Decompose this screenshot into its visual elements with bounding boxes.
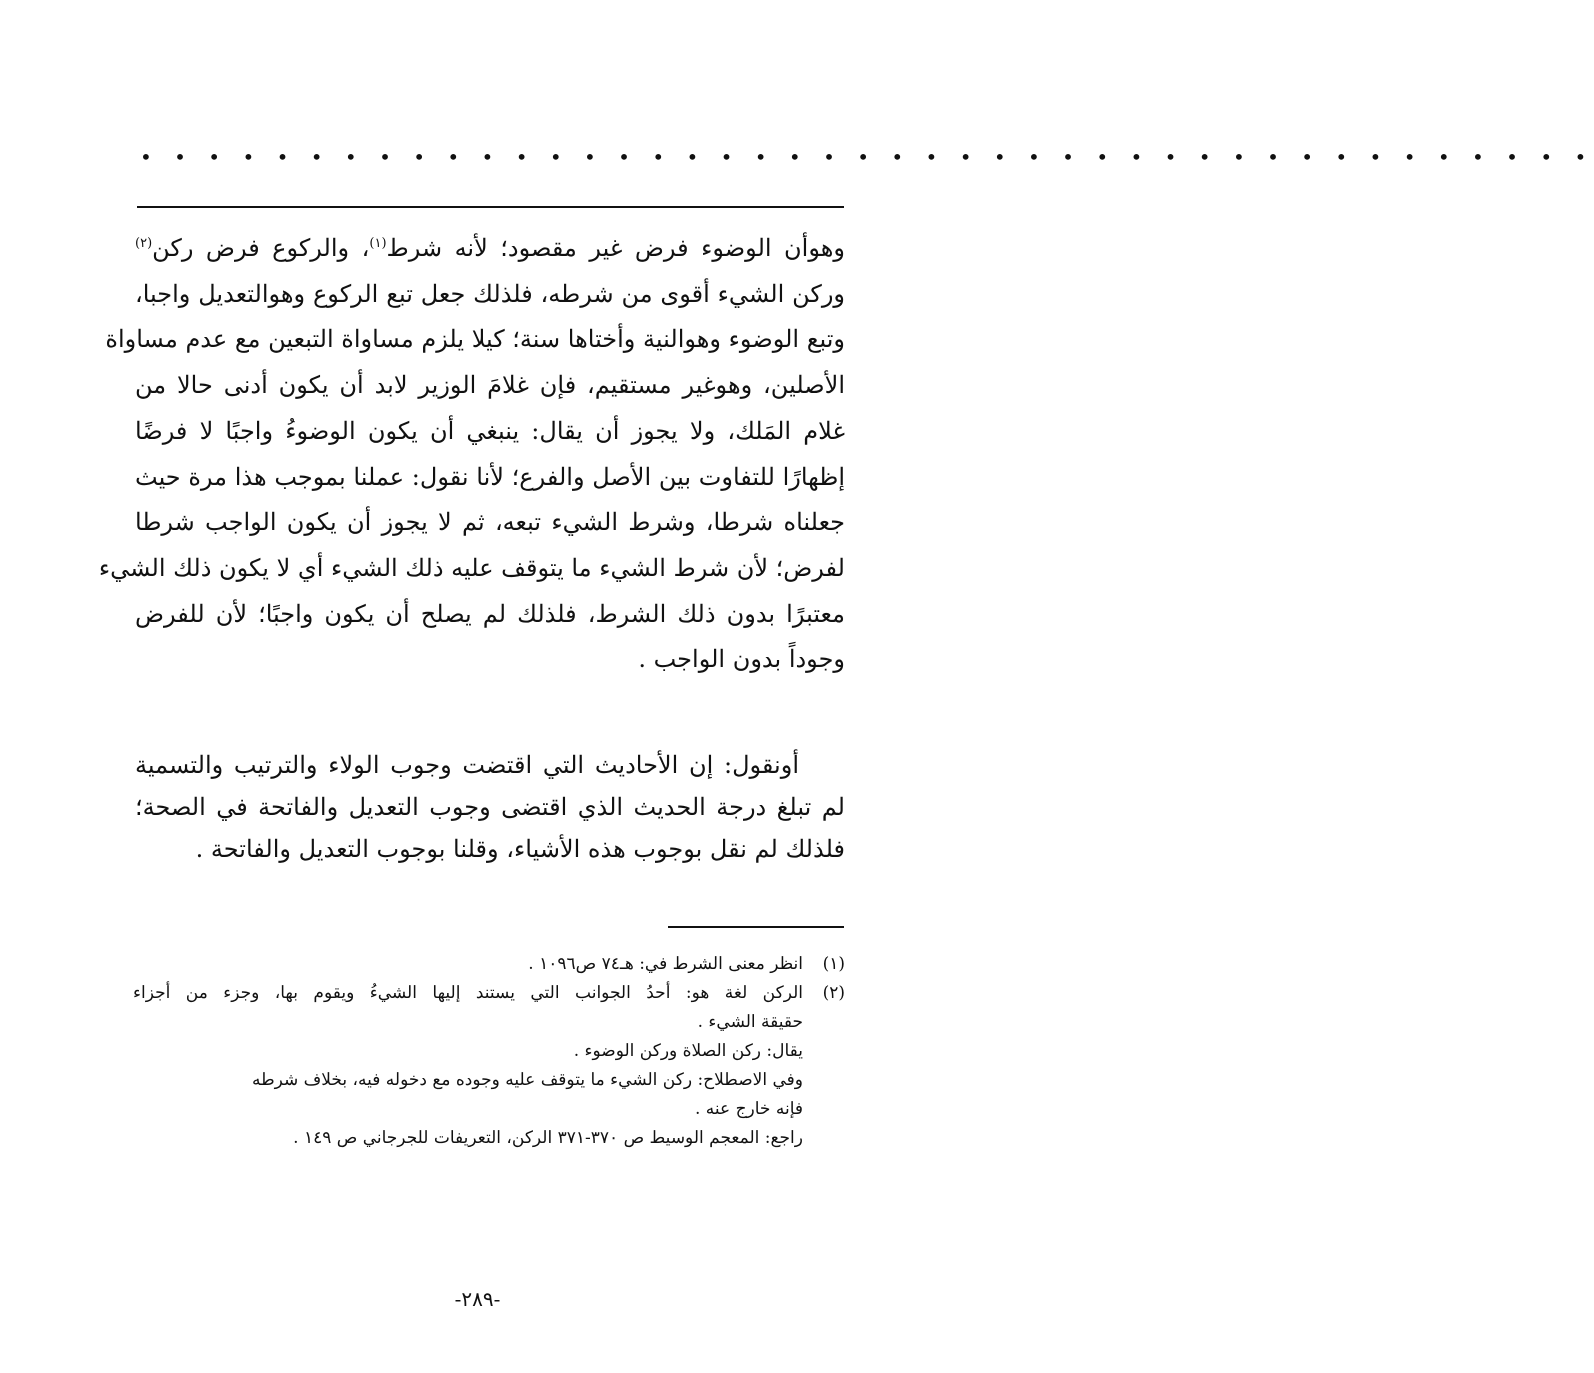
second-paragraph — [135, 744, 845, 870]
text-line: الأصلين، وهوغير مستقيم، فإن غلامَ الوزير لابد أن يكون أدنى حالا من — [135, 371, 845, 400]
footnote-2 — [133, 979, 845, 1008]
text-segment: وهوأن الوضوء فرض غير مقصود؛ لأنه شرط — [386, 234, 845, 262]
text-line: أونقول: إن الأحاديث التي اقتضت وجوب الولاء والترتيب والتسمية — [135, 751, 799, 779]
top-rule — [137, 206, 844, 208]
footnote-line: فإنه خارج عنه . — [694, 1099, 803, 1119]
text-line: وتبع الوضوء وهوالنية وأختاها سنة؛ كيلا يلزم مساواة التبعين مع عدم مساواة — [105, 325, 845, 354]
footnote-rule — [668, 926, 844, 928]
footnote-line: يقال: ركن الصلاة وركن الوضوء . — [573, 1041, 803, 1061]
text-line: جعلناه شرطا، وشرط الشيء تبعه، ثم لا يجوز أن يكون الواجب شرطا — [135, 508, 845, 537]
text-line: لم تبلغ درجة الحديث الذي اقتضى وجوب التعديل والفاتحة في الصحة؛ — [135, 793, 845, 821]
text-line: فلذلك لم نقل بوجوب هذه الأشياء، وقلنا بوجوب التعديل والفاتحة . — [195, 835, 845, 863]
text-line: معتبرًا بدون ذلك الشرط، فلذلك لم يصلح أن يكون واجبًا؛ لأن للفرض — [135, 599, 845, 628]
footnote-text: الركن لغة هو: أحدُ الجوانب التي يستند إليها الشيءُ ويقوم بها، وجزء من أجزاء — [133, 983, 803, 1003]
dotted-separator: • • • • • • • • • • • • • • • • • • • • • • • • • • • • • • • • • • • • • • • • • • • — [140, 145, 1594, 169]
footnote-line: حقيقة الشيء . — [697, 1012, 803, 1032]
footnote-line: راجع: المعجم الوسيط ص ٣٧٠-٣٧١ الركن، التعريفات للجرجاني ص ١٤٩ . — [293, 1128, 803, 1148]
text-line: لفرض؛ لأن شرط الشيء ما يتوقف عليه ذلك الشيء أي لا يكون ذلك الشيء — [98, 553, 845, 582]
text-segment: ، والركوع فرض ركن — [152, 234, 370, 262]
footnote-number: (١) — [822, 954, 845, 974]
text-line: وجوداً بدون الواجب . — [638, 645, 845, 674]
main-paragraph — [98, 226, 845, 683]
footnote-ref-2[interactable]: (٢) — [135, 236, 153, 251]
footnote-number: (٢) — [822, 983, 845, 1003]
footnote-line: وفي الاصطلاح: ركن الشيء ما يتوقف عليه وجوده مع دخوله فيه، بخلاف شرطه — [251, 1070, 803, 1090]
footnotes — [133, 950, 845, 1153]
footnote-text: انظر معنى الشرط في: هـ٧٤ ص١٠٩٦ . — [528, 954, 803, 974]
text-line: إظهارًا للتفاوت بين الأصل والفرع؛ لأنا نقول: عملنا بموجب هذا مرة حيث — [135, 462, 845, 491]
footnote-1 — [133, 950, 845, 979]
text-line: غلام المَلك، ولا يجوز أن يقال: ينبغي أن يكون الوضوءُ واجبًا لا فرضًا — [135, 416, 845, 445]
page-number: -٢٨٩- — [454, 1287, 501, 1311]
text-line: وركن الشيء أقوى من شرطه، فلذلك جعل تبع الركوع وهوالتعديل واجبا، — [135, 279, 845, 308]
text-line — [135, 226, 845, 272]
footnote-ref-1[interactable]: (١) — [369, 236, 387, 251]
